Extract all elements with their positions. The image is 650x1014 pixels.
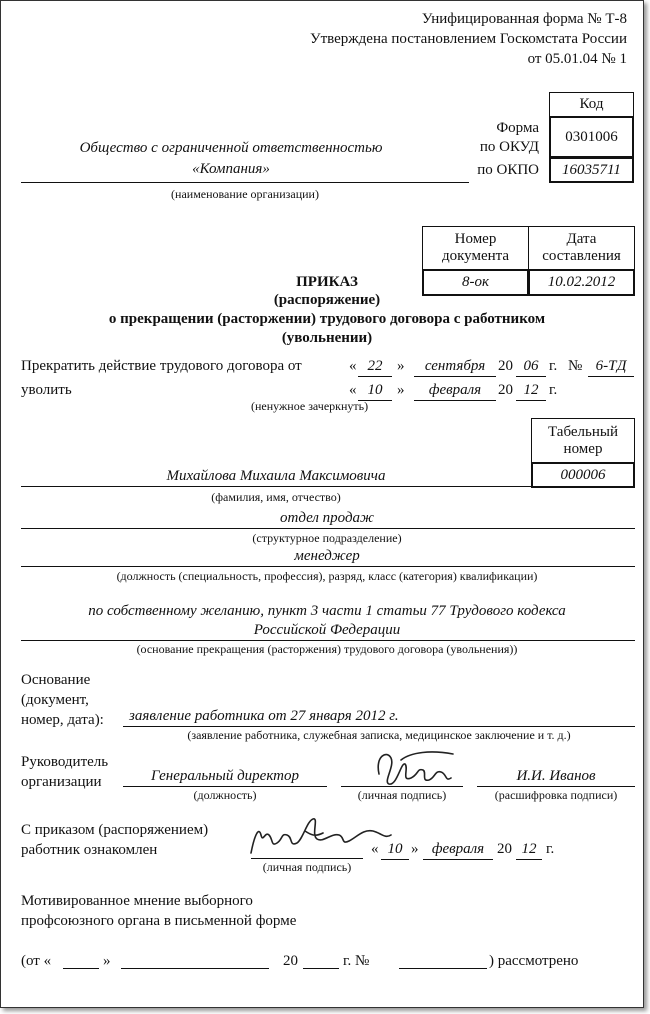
dismiss-day: 10 (367, 382, 383, 398)
title-instruction: (распоряжение) (273, 292, 381, 308)
doc-number-header-cell (422, 226, 529, 270)
union-year-line (303, 968, 339, 969)
employee-signature-caption: (личная подпись) (262, 860, 352, 874)
employee-full-name: Михайлова Михаила Максимовича (166, 468, 386, 484)
union-line-1: Мотивированное мнение выборного (21, 893, 253, 909)
head-label-2: организации (21, 774, 102, 790)
okpo-value: 16035711 (562, 161, 621, 178)
close-quote: » (397, 358, 405, 374)
acquainted-close-quote: » (411, 841, 419, 857)
tab-number-value: 000006 (560, 466, 606, 483)
employee-name-line (21, 486, 531, 487)
acquainted-day-line (381, 859, 409, 860)
union-year-number: г. № (343, 953, 370, 969)
form-name: Унифицированная форма № Т-8 (421, 11, 627, 27)
dismiss-year-line (516, 400, 546, 401)
position-caption: (должность (специальность, профессия), разряд, класс (категория) квалификации) (116, 569, 538, 583)
strike-note: (ненужное зачеркнуть) (251, 399, 369, 413)
grounds-line (21, 640, 635, 641)
contract-month-line (414, 376, 496, 377)
okud-value: 0301006 (565, 128, 618, 145)
organization-underline (21, 182, 469, 183)
contract-year-unit: г. (549, 358, 558, 374)
okpo-label: по ОКПО (477, 162, 539, 178)
form-okud-label-2: по ОКУД (479, 139, 539, 155)
basis-label-1: Основание (21, 672, 91, 688)
dismiss-open-quote: « (349, 382, 357, 398)
dismiss-year-unit: г. (549, 382, 558, 398)
approved-by: Утверждена постановлением Госкомстата России (309, 31, 627, 47)
acquainted-year-line (516, 859, 542, 860)
contract-month: сентября (424, 358, 486, 374)
doc-date-value: 10.02.2012 (547, 274, 616, 290)
basis-label-2: (документ, (21, 692, 89, 708)
union-number-line (399, 968, 487, 969)
union-close-quote: » (103, 953, 111, 969)
contract-day: 22 (367, 358, 383, 374)
employee-name-caption: (фамилия, имя, отчество) (211, 490, 341, 504)
contract-year-suffix: 06 (523, 358, 539, 374)
head-name-caption: (расшифровка подписи) (494, 788, 618, 802)
doc-number-value: 8-ок (461, 274, 489, 290)
acquainted-year-suffix: 12 (521, 841, 537, 857)
tab-number-cell (531, 462, 635, 488)
head-name: И.И. Иванов (516, 768, 596, 784)
open-quote: « (349, 358, 357, 374)
dismiss-month: февраля (428, 382, 482, 398)
form-okud-label-1: Форма (496, 120, 539, 136)
department: отдел продаж (279, 510, 375, 526)
acquainted-open-quote: « (371, 841, 379, 857)
position-line (21, 566, 635, 567)
position: менеджер (294, 548, 360, 564)
acquainted-year-unit: г. (546, 841, 555, 857)
union-year-prefix: 20 (283, 953, 298, 969)
basis-line (123, 726, 635, 727)
basis-value: заявление работника от 27 января 2012 г. (129, 708, 399, 724)
acquainted-month: февраля (431, 841, 485, 857)
title-subject: о прекращении (расторжении) трудового договора с работником (108, 311, 546, 327)
doc-date-header: Дата составления (542, 231, 621, 264)
title-order: ПРИКАЗ (296, 274, 358, 290)
dismiss-label: уволить (21, 382, 72, 398)
department-line (21, 528, 635, 529)
employee-signature-line (251, 858, 363, 859)
head-signature-caption: (личная подпись) (357, 788, 447, 802)
union-day-line (63, 968, 99, 969)
head-name-line (477, 786, 635, 787)
organization-name-1: Общество с ограниченной ответственностью (79, 140, 383, 156)
union-line-2: профсоюзного органа в письменной форме (21, 913, 297, 929)
dismiss-month-line (414, 400, 496, 401)
doc-number-header: Номер документа (441, 231, 510, 264)
contract-number-line (588, 376, 634, 377)
head-position-caption: (должность) (193, 788, 257, 802)
title-dismissal: (увольнении) (281, 330, 373, 346)
grounds-line-2: Российской Федерации (253, 622, 401, 638)
acquainted-month-line (423, 859, 493, 860)
head-position-line (123, 786, 327, 787)
head-label-1: Руководитель (21, 754, 109, 770)
grounds-caption: (основание прекращения (расторжения) трудового договора (увольнения)) (136, 642, 518, 656)
approved-date: от 05.01.04 № 1 (527, 51, 627, 67)
okpo-value-cell (549, 157, 634, 183)
contract-year-prefix: 20 (498, 358, 513, 374)
organization-name-2: «Компания» (192, 161, 270, 177)
code-header-cell (549, 92, 634, 117)
doc-date-header-cell (528, 226, 635, 270)
dismiss-close-quote: » (397, 382, 405, 398)
union-from-label: (от « (21, 953, 52, 969)
contract-year-line (516, 376, 546, 377)
basis-caption: (заявление работника, служебная записка, медицинское заключение и т. д.) (187, 728, 571, 742)
acquainted-year-prefix: 20 (497, 841, 512, 857)
tab-number-header-cell (531, 418, 635, 463)
basis-label-3: номер, дата): (21, 712, 104, 728)
dismiss-year-prefix: 20 (498, 382, 513, 398)
union-month-line (121, 968, 269, 969)
union-reviewed: ) рассмотрено (489, 953, 579, 969)
tab-number-header: Табельный номер (548, 423, 618, 457)
terminate-label: Прекратить действие трудового договора от (21, 358, 302, 374)
head-signature-line (341, 786, 463, 787)
acquainted-label-2: работник ознакомлен (21, 842, 158, 858)
department-caption: (структурное подразделение) (252, 531, 402, 545)
number-sign: № (568, 358, 583, 374)
acquainted-label-1: С приказом (распоряжением) (21, 822, 209, 838)
organization-caption: (наименование организации) (171, 187, 319, 201)
okud-value-cell (549, 116, 634, 158)
grounds-line-1: по собственному желанию, пункт 3 части 1 статьи 77 Трудового кодекса (88, 603, 566, 619)
contract-day-line (358, 376, 392, 377)
contract-number: 6-ТД (595, 358, 627, 374)
code-header: Код (579, 96, 604, 112)
dismiss-year-suffix: 12 (523, 382, 539, 398)
acquainted-day: 10 (387, 841, 403, 857)
head-position: Генеральный директор (151, 768, 299, 784)
